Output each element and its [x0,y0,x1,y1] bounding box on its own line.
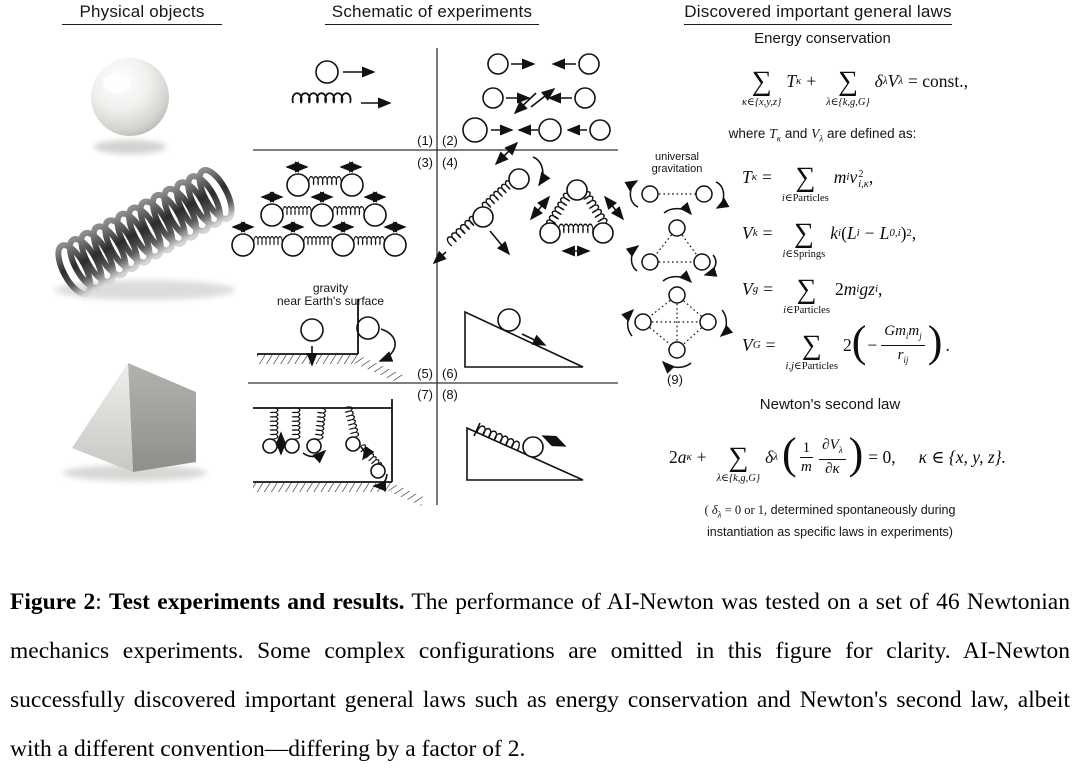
sum-limits: ∈Springs [785,248,826,260]
math-sub: λ [717,509,722,520]
panel-label-3: (3) [417,155,433,170]
gravitation-potential-definition: V G = ∑ i,j∈Particles 2 ( − $\frac{Gm_im_j}{r_{ij}}$ ) . [742,317,950,372]
sigma-symbol: ∑ [793,217,814,249]
math-fraction [800,440,814,475]
math-sub: g [752,283,759,295]
text-where: where [728,126,766,141]
math-sub: κ [686,451,692,463]
math-var: T [769,126,777,141]
math-sub: κ [751,171,758,183]
text-defined-as: are defined as: [827,126,917,141]
sum-operator [782,217,826,260]
math-operator: + [696,446,707,467]
sigma-symbol: ∑ [837,65,858,97]
definitions-intro-line [690,126,955,144]
math-sub: λ [882,75,888,87]
math-operator: − [864,222,875,243]
math-paren: ( [841,222,847,243]
math-sub: λ [819,133,824,144]
math-fraction [881,323,925,368]
sum-operator [716,441,761,484]
math-var: a [677,446,687,467]
kinetic-energy-definition [742,149,1042,205]
newton-second-law-equation: 2 a κ + ∑ λ∈{k,g,G} δ λ ( $\frac{1}{m}$ $\frac{\partial V_\lambda}{\partial\kappa}$ ) = 0, κ ∈ {x, y, z}. [668,429,1007,484]
math-operator: = [762,222,773,243]
math-operator: = [762,166,772,187]
experiment-7-hanging-springs-diagram [253,399,425,506]
math-paren: ( [704,503,712,517]
sigma-symbol: ∑ [728,441,749,473]
math-var: δ [765,446,774,467]
math-condition: κ ∈ {x, y, z}. [918,446,1007,467]
math-var: m [833,166,847,187]
column-header-physical-objects: Physical objects [62,2,222,25]
math-var: V [811,126,820,141]
gravitation-annotation [632,151,722,175]
sigma-symbol: ∑ [801,329,822,361]
math-supsub [858,170,869,190]
newton-second-law-header: Newton's second law [759,396,901,413]
math-var: T [786,70,797,91]
sigma-symbol: ∑ [796,273,817,305]
math-sub: j [919,330,922,341]
math-number: 2 [842,334,852,355]
sigma-symbol: ∑ [795,161,816,193]
fraction-denominator: ∂κ [825,461,840,477]
gravitation-annotation-line1: universal [654,151,700,163]
sum-limits: i,j [785,360,794,372]
caption-title: Test experiments and results. [109,589,405,615]
column-header-laws: Discovered important general laws [684,2,952,25]
math-var: g [859,278,869,299]
math-sub: i,κ [858,179,869,190]
sum-operator [783,273,830,316]
math-var: δ [874,70,883,91]
math-punct: , [911,222,917,243]
sum-limits: i [783,304,786,316]
panel-label-5: (5) [417,366,433,381]
math-sub: κ [796,75,802,87]
physical-objects-images [35,45,245,495]
gravitation-annotation-line2: gravitation [651,163,703,175]
math-sub: λ [773,451,778,463]
gravity-potential-definition [742,261,1042,317]
sum-operator [781,161,829,204]
math-var: T [742,166,752,187]
sum-operator [785,329,838,372]
panel-label-2: (2) [442,133,458,148]
sum-operator [742,65,782,108]
math-var: ∂V [822,437,839,453]
math-sub: ij [903,354,909,365]
math-operator: − [867,334,878,355]
panel-label-8: (8) [442,387,458,402]
panel-label-9: (9) [667,372,683,387]
sum-limits: λ∈{k,g,G} [826,96,870,108]
caption-body: The performance of AI-Newton was tested on a set of 46 Newtonian mechanics experiments. Some complex configurations are omitted in this figure for clarity. AI-Newton successfully discovered important general laws such as energy conservation and Newton's second law, albeit with a different convention—differing by a factor of 2. [10,589,1070,762]
experiment-2-collisions-diagram [463,54,610,142]
fraction-numerator: 1 [800,440,814,458]
math-var: δ [711,503,718,517]
math-var: z [868,278,875,299]
math-sub: λ [898,75,904,87]
math-sub: i [846,171,850,183]
math-var: V [742,222,753,243]
math-var: L [879,222,890,243]
math-sub: 0,i [889,227,901,239]
math-fraction [819,437,845,477]
panel-label-1: (1) [417,133,433,148]
panel-label-4: (4) [442,155,458,170]
column-header-schematics: Schematic of experiments [325,2,539,25]
sum-limits: ∈Particles [786,304,830,316]
gravity-annotation-line1: gravity [312,281,349,295]
math-var: m [895,322,906,339]
delta-convention-note [686,502,974,541]
math-operator: = [765,334,776,355]
sum-limits: κ∈{x,y,z} [742,96,782,108]
math-punct: . [945,334,950,355]
fraction-denominator: m [800,458,812,475]
math-sub: i [838,227,842,239]
gravity-annotation [268,282,393,308]
math-sub: G [752,339,761,351]
sigma-symbol: ∑ [751,65,772,97]
math-sub: i [856,227,860,239]
gravity-annotation-line2: near Earth's surface [276,294,384,308]
math-sub: i [874,283,879,295]
math-var: V [742,334,753,355]
spring-potential-definition [742,205,1042,261]
math-paren: ) [900,222,907,243]
math-var: m [843,278,857,299]
math-var: m [908,322,920,339]
math-number: 2 [834,278,844,299]
wedge-image [63,363,207,481]
math-sub: λ [838,445,843,455]
energy-conservation-equation [685,52,1025,110]
math-var: v [849,166,858,187]
panel-dividers [248,48,618,505]
panel-label-6: (6) [442,366,458,381]
caption-figure-label: Figure 2 [10,589,96,615]
sum-limits: λ∈{k,g,G} [716,472,761,484]
math-sup: 2 [906,227,912,239]
experiment-6-incline-diagram [465,309,583,367]
math-var: k [830,222,839,243]
figure-caption [10,578,1070,774]
sum-limits: i [782,248,786,260]
math-number: 2 [668,446,678,467]
math-punct: , [868,166,874,187]
sum-limits: i [781,192,785,204]
energy-conservation-header: Energy conservation [754,30,891,47]
experiment-8-spring-incline-diagram [467,423,583,480]
fraction-numerator [881,323,925,346]
math-sub: i [856,283,860,295]
math-sup: 2 [858,169,864,180]
note-text-line2: instantiation as specific laws in experiments) [707,524,953,539]
sphere-image [91,58,169,154]
math-sub: κ [776,133,782,144]
text-and: and [784,126,808,141]
note-text: determined spontaneously during [767,503,956,517]
math-var: L [846,222,857,243]
sum-limits: ∈Particles [794,360,838,372]
experiment-5-gravity-diagram [257,299,404,384]
math-sub: k [752,227,758,239]
math-operator: + [806,70,817,91]
spring-image [52,165,238,300]
sum-operator [826,65,870,108]
fraction-denominator [898,346,909,368]
experiment-1-free-motion-diagram [293,61,390,103]
caption-separator: : [95,589,110,615]
math-sub: i [905,330,909,341]
fraction-numerator [819,437,845,460]
math-var: r [897,346,904,363]
math-var: V [887,70,899,91]
math-rhs: = 0, [868,446,896,467]
math-operator: = [763,278,774,299]
experiment-9-gravitation-diagram [628,181,727,367]
math-var: V [742,278,753,299]
math-rhs: = const., [908,70,968,91]
sum-limits: ∈Particles [784,192,829,204]
experiment-3-spring-chains-diagram [232,167,406,256]
math-rhs: = 0 or 1, [721,503,768,517]
math-punct: , [878,278,883,299]
math-var: G [884,322,896,339]
panel-label-7: (7) [417,387,433,402]
